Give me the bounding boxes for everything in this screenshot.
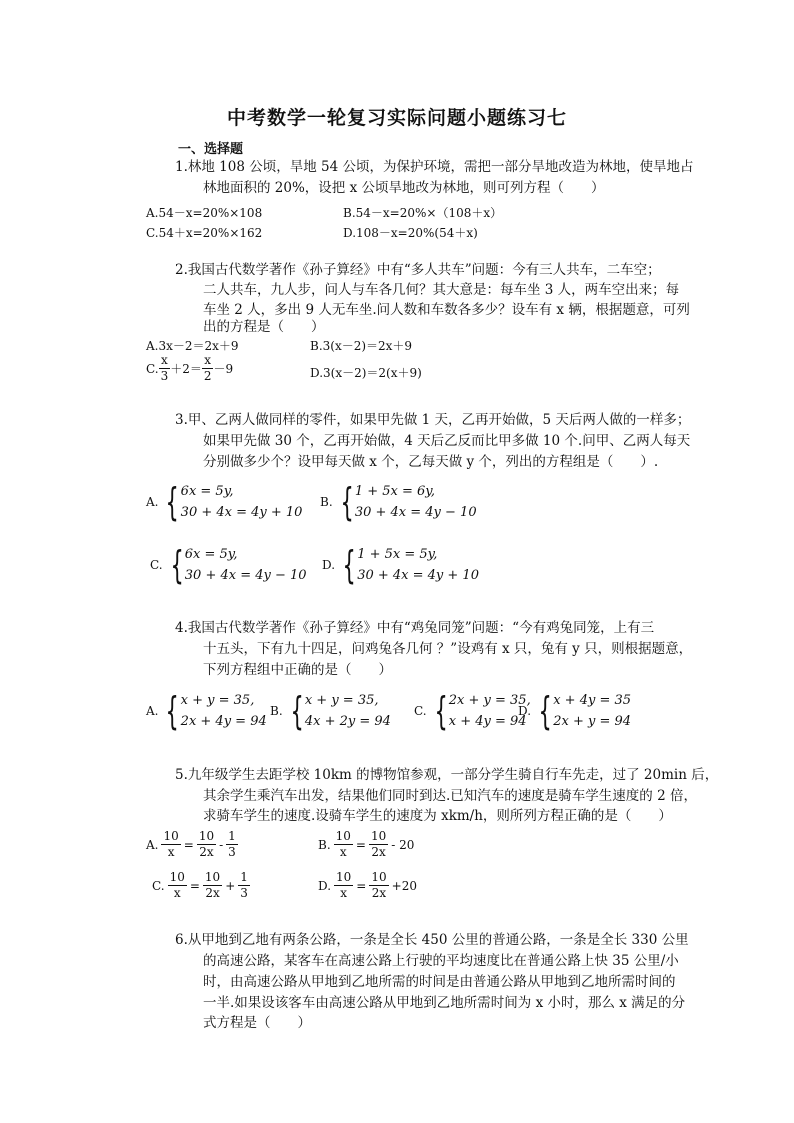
q3-option-c-label: C. — [150, 558, 163, 572]
q4-option-d: D. { x + 4y = 35 2x + y = 94 — [518, 689, 632, 733]
q6-line4: 一半.如果设该客车由高速公路从甲地到乙地所需时间为 x 小时，那么 x 满足的分 — [203, 995, 686, 1011]
q6-line5: 式方程是（ ） — [203, 1015, 311, 1031]
q5-a-frac-2: $\frac{10}{2x}$ — [198, 829, 215, 859]
q3-b-eq2: 30 + 4x = 4y − 10 — [354, 505, 477, 520]
q5-option-a-label: A. — [146, 837, 159, 852]
q4-line3: 下列方程组中正确的是（ ） — [203, 662, 392, 678]
q1-option-d: D.108－x=20%(54＋x) — [343, 226, 478, 240]
q3-d-eq2: 30 + 4x = 4y + 10 — [357, 568, 479, 583]
q1-option-a: A.54－x=20%×108 — [146, 206, 263, 220]
q5-c-eq: = — [189, 878, 200, 893]
q2-line2: 二人共车，九人步，问人与车各几何？其大意是：每车坐 3 人，两车空出来；每 — [203, 282, 680, 298]
q5-d-frac-1: $\frac{10}{x}$ — [336, 870, 352, 900]
q4-a-eq1: x + y = 35, — [180, 693, 255, 708]
q5-a-eq: = — [183, 837, 194, 852]
q5-b-frac-1: $\frac{10}{x}$ — [335, 829, 351, 859]
q2-line3: 车坐 2 人，多出 9 人无车坐.问人数和车数各多少？设车有 x 辆，根据题意，可列 — [203, 302, 690, 318]
q2-fraction-2: $\frac{x}{2}$ — [203, 353, 212, 383]
q1-option-b: B.54－x=20%×（108＋x） — [343, 206, 503, 220]
q5-b-end: - 20 — [391, 837, 415, 852]
q5-c-frac-3: $\frac{1}{3}$ — [240, 870, 248, 900]
q5-d-frac-2: $\frac{10}{2x}$ — [371, 870, 387, 900]
q3-a-eq2: 30 + 4x = 4y + 10 — [180, 505, 303, 520]
q3-line3: 分别做多少个？设甲每天做 x 个，乙每天做 y 个，列出的方程组是（ ）. — [203, 454, 659, 470]
q1-option-c: C.54＋x=20%×162 — [146, 226, 263, 240]
q2-option-c — [146, 353, 233, 384]
q5-b-frac-2: $\frac{10}{2x}$ — [370, 829, 387, 859]
q3-a-eq1: 6x = 5y, — [180, 484, 234, 499]
q2-line1: 2.我国古代数学著作《孙子算经》中有“多人共车”问题：今有三人共车，二车空； — [175, 262, 661, 278]
q5-b-eq: = — [355, 837, 366, 852]
q3-c-eq2: 30 + 4x = 4y − 10 — [184, 568, 307, 583]
q4-c-eq1: 2x + y = 35, — [448, 693, 531, 708]
q6-line3: 时，由高速公路从甲地到乙地所需的时间是由普通公路从甲地到乙地所需时间的 — [203, 974, 676, 990]
q4-line2: 十五头，下有九十四足，问鸡兔各几何 ？”设鸡有 x 只，兔有 y 只，则根据题意， — [203, 641, 693, 657]
q2-fraction-1: $\frac{x}{3}$ — [160, 353, 169, 383]
q5-option-c — [152, 870, 250, 901]
q3-line2: 如果甲先做 30 个，乙再开始做，4 天后乙反而比甲多做 10 个.问甲、乙两人每天 — [203, 433, 691, 449]
q2-option-d: D.3(x－2)＝2(x＋9) — [310, 366, 422, 380]
q4-a-eq2: 2x + 4y = 94 — [180, 714, 267, 729]
q2-option-c-end: －9 — [213, 362, 234, 376]
q4-b-eq1: x + y = 35, — [304, 693, 379, 708]
q4-c-eq2: x + 4y = 94 — [448, 714, 527, 729]
q5-line3: 求骑车学生的速度.设骑车学生的速度为 xkm/h，则所列方程正确的是（ ） — [203, 808, 672, 824]
q3-option-a: A. { 6x = 5y, 30 + 4x = 4y + 10 — [146, 480, 303, 524]
q3-b-eq1: 1 + 5x = 6y, — [354, 484, 436, 499]
q4-line1: 4.我国古代数学著作《孙子算经》中有“鸡兔同笼”问题：“今有鸡兔同笼，上有三 — [175, 620, 655, 636]
q4-option-c-label: C. — [414, 704, 427, 718]
q5-line1: 5.九年级学生去距学校 10km 的博物馆参观，一部分学生骑自行车先走，过了 20min 后， — [175, 767, 719, 783]
q3-option-a-label: A. — [146, 495, 159, 509]
q5-option-d — [318, 870, 417, 901]
q3-c-eq1: 6x = 5y, — [184, 547, 238, 562]
q5-a-frac-1: $\frac{10}{x}$ — [163, 829, 179, 859]
q3-option-b-label: B. — [320, 495, 333, 509]
q5-a-frac-3: $\frac{1}{3}$ — [228, 829, 236, 859]
q4-d-eq2: 2x + y = 94 — [553, 714, 632, 729]
q3-option-d-label: D. — [322, 558, 336, 572]
q2-option-a: A.3x－2＝2x＋9 — [146, 339, 239, 353]
q3-option-d: D. { 1 + 5x = 5y, 30 + 4x = 4y + 10 — [322, 543, 479, 587]
q5-d-end: +20 — [391, 878, 417, 893]
q1-line2: 林地面积的 20%，设把 x 公顷旱地改为林地，则可列方程（ ） — [203, 180, 605, 196]
q4-option-c: C. { 2x + y = 35, x + 4y = 94 — [414, 689, 531, 733]
q4-option-a: A. { x + y = 35, 2x + 4y = 94 — [146, 689, 267, 733]
q3-option-b: B. { 1 + 5x = 6y, 30 + 4x = 4y − 10 — [320, 480, 477, 524]
q4-option-d-label: D. — [518, 704, 532, 718]
q4-option-b-label: B. — [270, 704, 283, 718]
q5-option-a — [146, 829, 238, 860]
q5-d-eq: = — [356, 878, 367, 893]
q1-line1: 1.林地 108 公顷，旱地 54 公顷，为保护环境，需把一部分旱地改造为林地，使旱地占 — [175, 159, 694, 175]
q4-d-eq1: x + 4y = 35 — [553, 693, 632, 708]
section-heading: 一、选择题 — [178, 142, 244, 157]
q5-option-b-label: B. — [318, 837, 331, 852]
q5-c-op: + — [225, 878, 236, 893]
q5-c-frac-2: $\frac{10}{2x}$ — [204, 870, 221, 900]
page-title: 中考数学一轮复习实际问题小题练习七 — [226, 107, 567, 129]
q5-option-b — [318, 829, 414, 860]
q5-c-frac-1: $\frac{10}{x}$ — [169, 870, 185, 900]
q4-option-b: B. { x + y = 35, 4x + 2y = 94 — [270, 689, 391, 733]
q4-option-a-label: A. — [146, 704, 159, 718]
q5-a-op: - — [219, 837, 224, 852]
q2-line4: 出的方程是（ ） — [203, 319, 325, 335]
q5-option-c-label: C. — [152, 878, 165, 893]
q3-option-c: C. { 6x = 5y, 30 + 4x = 4y − 10 — [150, 543, 307, 587]
q2-option-c-label: C. — [146, 361, 159, 376]
q5-line2: 其余学生乘汽车出发，结果他们同时到达.已知汽车的速度是骑车学生速度的 2 倍， — [203, 788, 697, 804]
q6-line2: 的高速公路，某客车在高速公路上行驶的平均速度比在普通公路上快 35 公里/小 — [203, 953, 679, 969]
q2-option-b: B.3(x－2)＝2x＋9 — [310, 339, 413, 353]
q2-option-c-mid: ＋2＝ — [170, 362, 202, 376]
q6-line1: 6.从甲地到乙地有两条公路，一条是全长 450 公里的普通公路，一条是全长 330 公里 — [175, 932, 689, 948]
q4-b-eq2: 4x + 2y = 94 — [304, 714, 391, 729]
q3-d-eq1: 1 + 5x = 5y, — [357, 547, 438, 562]
q5-option-d-label: D. — [318, 878, 332, 893]
q3-line1: 3.甲、乙两人做同样的零件，如果甲先做 1 天，乙再开始做，5 天后两人做的一样多； — [175, 412, 691, 428]
